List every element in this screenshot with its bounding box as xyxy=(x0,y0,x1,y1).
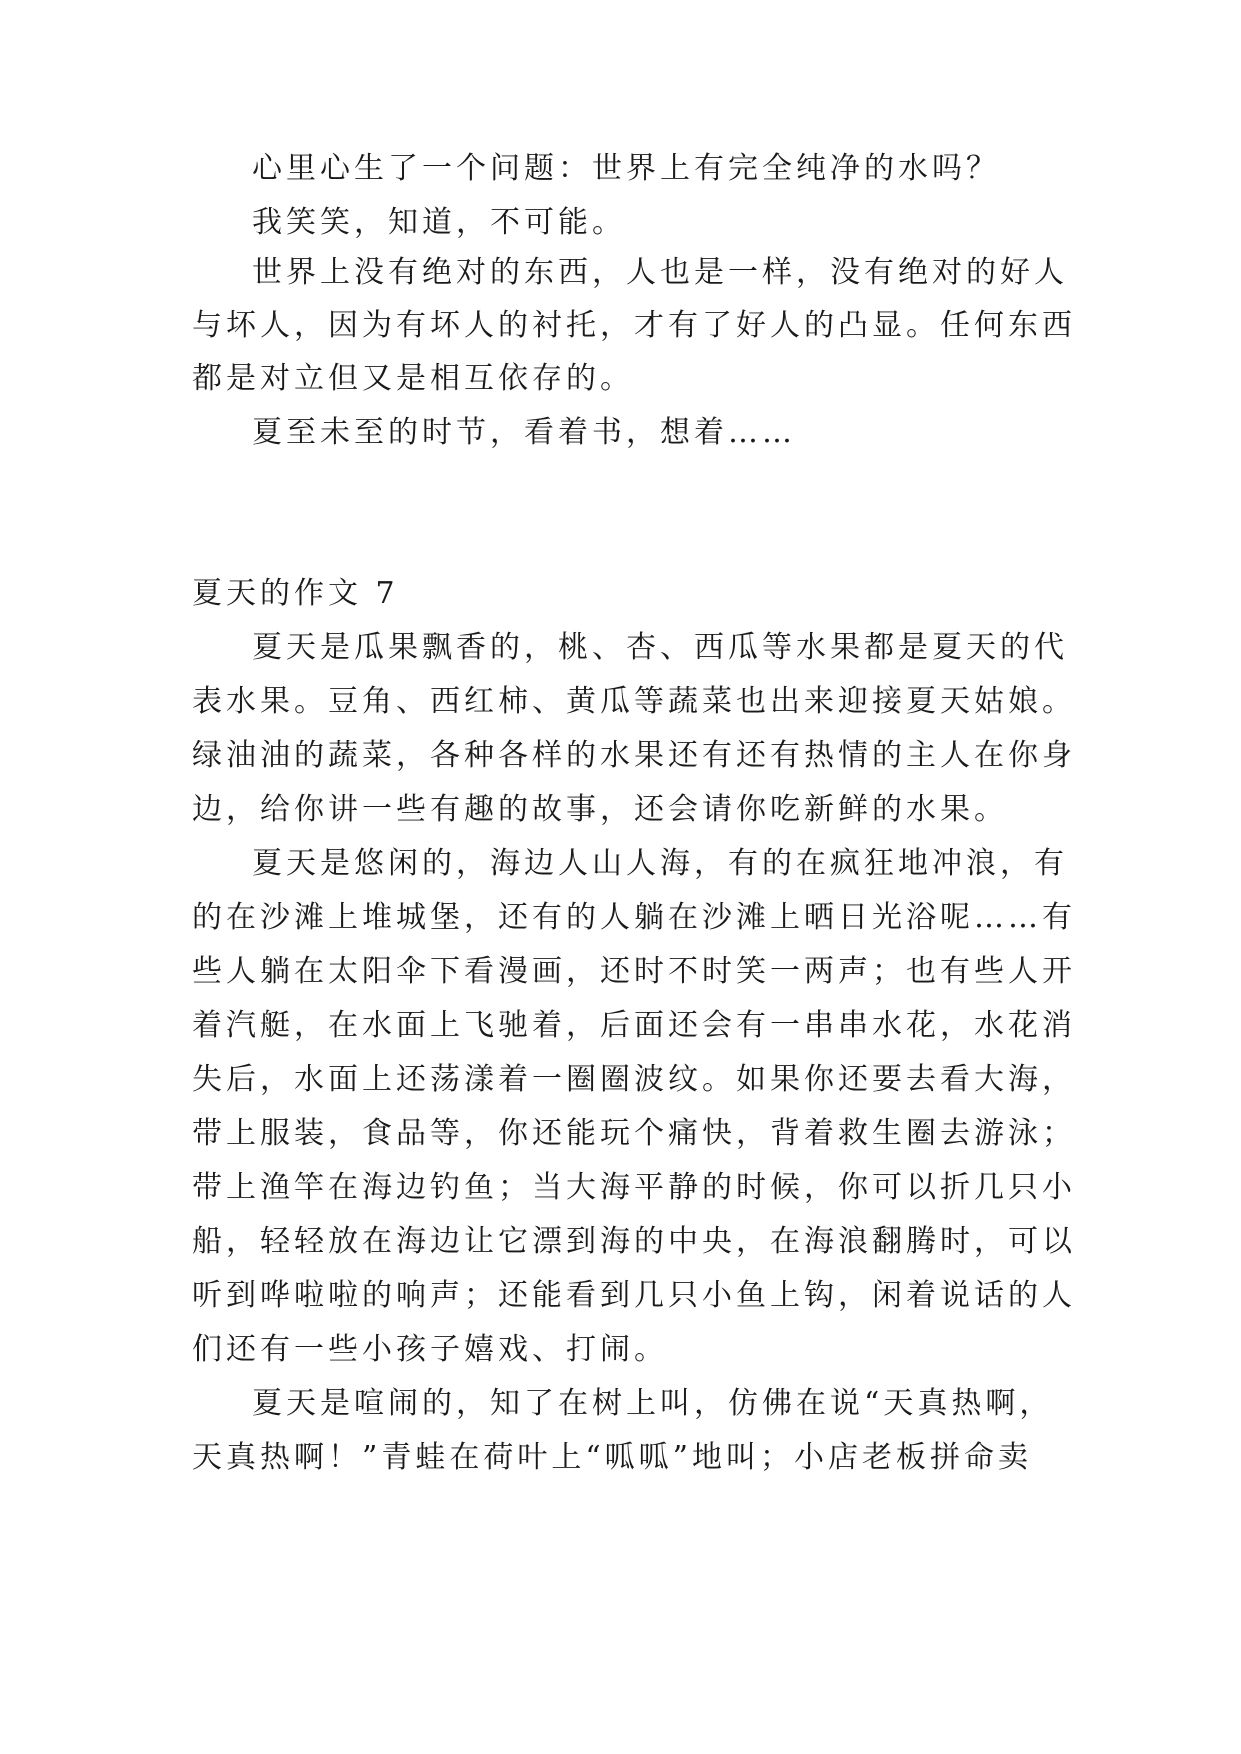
paragraph-line: 绿油油的蔬菜，各种各样的水果还有还有热情的主人在你身 xyxy=(192,738,1076,773)
paragraph-line: 夏至未至的时节，看着书，想着…… xyxy=(252,415,796,450)
paragraph-line: 的在沙滩上堆城堡，还有的人躺在沙滩上晒日光浴呢……有 xyxy=(192,900,1076,935)
paragraph-line: 夏天是喧闹的，知了在树上叫，仿佛在说“天真热啊， xyxy=(252,1386,1054,1421)
paragraph-line: 我笑笑，知道，不可能。 xyxy=(252,205,626,240)
paragraph-line: 夏天是瓜果飘香的，桃、杏、西瓜等水果都是夏天的代 xyxy=(252,630,1068,665)
paragraph-line: 带上服装，食品等，你还能玩个痛快，背着救生圈去游泳； xyxy=(192,1116,1076,1151)
paragraph-line: 些人躺在太阳伞下看漫画，还时不时笑一两声；也有些人开 xyxy=(192,954,1076,989)
paragraph-line: 船，轻轻放在海边让它漂到海的中央，在海浪翻腾时，可以 xyxy=(192,1224,1076,1259)
paragraph-line: 都是对立但又是相互依存的。 xyxy=(192,361,634,396)
paragraph-line: 心里心生了一个问题：世界上有完全纯净的水吗？ xyxy=(252,151,1000,186)
paragraph-line: 着汽艇，在水面上飞驰着，后面还会有一串串水花，水花消 xyxy=(192,1008,1076,1043)
paragraph-line: 失后，水面上还荡漾着一圈圈波纹。如果你还要去看大海， xyxy=(192,1062,1076,1097)
paragraph-line: 世界上没有绝对的东西，人也是一样，没有绝对的好人 xyxy=(252,255,1068,290)
paragraph-line: 们还有一些小孩子嬉戏、打闹。 xyxy=(192,1332,668,1367)
paragraph-line: 天真热啊！”青蛙在荷叶上“呱呱”地叫；小店老板拼命卖 xyxy=(192,1440,1033,1475)
paragraph-line: 夏天是悠闲的，海边人山人海，有的在疯狂地冲浪，有 xyxy=(252,846,1068,881)
paragraph-line: 边，给你讲一些有趣的故事，还会请你吃新鲜的水果。 xyxy=(192,792,1008,827)
section-title: 夏天的作文 7 xyxy=(192,576,399,611)
paragraph-line: 与坏人，因为有坏人的衬托，才有了好人的凸显。任何东西 xyxy=(192,308,1076,343)
paragraph-line: 听到哗啦啦的响声；还能看到几只小鱼上钩，闲着说话的人 xyxy=(192,1278,1076,1313)
paragraph-line: 带上渔竿在海边钓鱼；当大海平静的时候，你可以折几只小 xyxy=(192,1170,1076,1205)
paragraph-line: 表水果。豆角、西红柿、黄瓜等蔬菜也出来迎接夏天姑娘。 xyxy=(192,684,1076,719)
